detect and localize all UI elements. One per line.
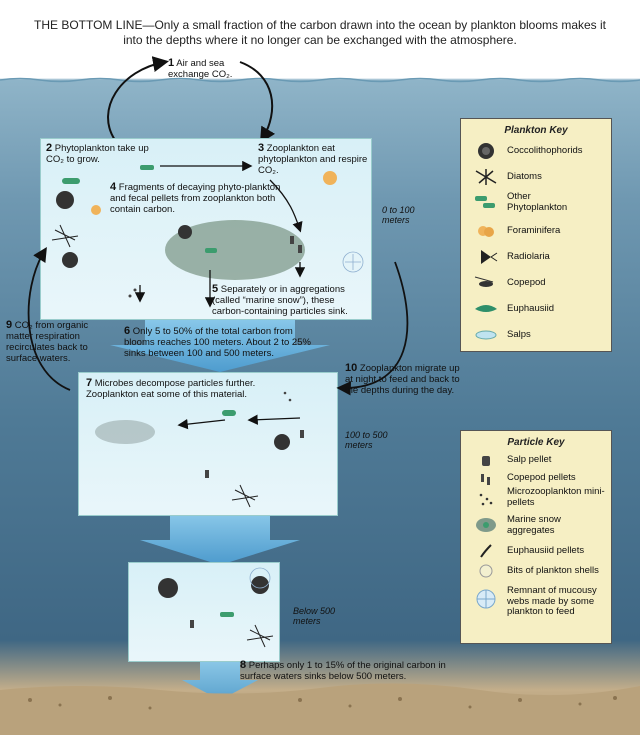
step-1-text: Air and sea exchange CO₂. (168, 58, 233, 80)
step-4-text: Fragments of decaying phyto-plankton and fecal pellets from zooplankton both contain carbon. (110, 182, 281, 215)
plankton-key-label: Diatoms (507, 171, 542, 182)
step-8-number: 8 (240, 659, 247, 671)
plankton-key-label: Foraminifera (507, 225, 561, 236)
salp-pellet-icon (473, 451, 499, 471)
step-4-number: 4 (110, 181, 117, 193)
copepod-pellets-icon (473, 469, 499, 489)
plankton-key-label: Euphausiid (507, 303, 555, 314)
step-5 (212, 284, 367, 317)
step-10-text: Zooplankton migrate up at night to feed and back to the depths during the day. (345, 363, 460, 396)
step-7 (86, 378, 256, 400)
step-7-text: Microbes decompose particles further. Zooplankton eat some of this material. (86, 378, 256, 400)
step-3 (258, 143, 370, 176)
step-7-number: 7 (86, 377, 93, 389)
plankton-key (460, 118, 612, 352)
step-10 (345, 363, 465, 396)
step-2 (46, 143, 151, 165)
step-2-number: 2 (46, 142, 53, 154)
plankton-key-label: Radiolaria (507, 251, 550, 262)
step-8-text: Perhaps only 1 to 15% of the original carbon in surface waters sinks below 500 meters. (240, 660, 446, 682)
plankton-key-label: Coccolithophorids (507, 145, 583, 156)
step-9-text: CO₂ from organic matter respiration recirculates back to surface waters. (6, 320, 89, 364)
step-6-text: Only 5 to 50% of the total carbon from blooms reaches 100 meters. About 2 to 25% sinks between 100 and 500 meters. (124, 326, 311, 359)
step-3-number: 3 (258, 142, 265, 154)
particle-key-label: Euphausiid pellets (507, 545, 585, 556)
depth-label-below-500: Below 500 meters (293, 606, 336, 626)
euphausiid-pellets-icon (473, 541, 499, 561)
mini-pellets-icon (473, 489, 499, 509)
step-6-number: 6 (124, 325, 131, 337)
step-5-text: Separately or in aggregations (called “marine snow”), these carbon-containing particles sink. (212, 284, 348, 317)
particle-key-title: Particle Key (507, 437, 565, 448)
particle-key (460, 430, 612, 644)
plankton-key-label: Copepod (507, 277, 546, 288)
step-10-number: 10 (345, 362, 358, 374)
marine-snow-mid (95, 420, 155, 444)
step-4 (110, 182, 288, 215)
plankton-key-title: Plankton Key (504, 125, 568, 136)
plankton-key-label: Salps (507, 329, 531, 340)
depth-label-0-100: 0 to 100 meters (382, 205, 415, 225)
plankton-key-label: Other Phytoplankton (507, 191, 568, 213)
step-1 (168, 58, 248, 80)
particle-key-label: Remnant of mucousy webs made by some plankton to feed (507, 585, 597, 617)
coccolithophorid-icon (473, 141, 499, 161)
particle-key-label: Marine snow aggregates (507, 514, 561, 536)
step-8 (240, 660, 450, 682)
depth-label-100-500: 100 to 500 meters (345, 430, 388, 450)
shell-bits-icon (473, 561, 499, 581)
foraminifera-icon (473, 221, 499, 241)
mucous-web-icon (473, 589, 499, 609)
copepod-icon (473, 273, 499, 293)
step-6 (124, 326, 324, 359)
particle-key-label: Microzooplankton mini-pellets (507, 486, 605, 508)
step-9 (6, 320, 106, 364)
diatom-icon (473, 167, 499, 187)
diagram-title: THE BOTTOM LINE—Only a small fraction of the carbon drawn into the ocean by plankton blooms makes it into the depths where it no longer can be exchanged with the atmosphere. (33, 18, 607, 47)
step-1-number: 1 (168, 57, 175, 69)
euphausiid-icon (473, 299, 499, 319)
particle-key-label: Salp pellet (507, 454, 552, 465)
step-2-text: Phytoplankton take up CO₂ to grow. (46, 143, 149, 165)
other-phytoplankton-icon (473, 191, 499, 211)
step-5-number: 5 (212, 283, 219, 295)
marine-snow-icon (473, 515, 499, 535)
particle-key-label: Bits of plankton shells (507, 565, 599, 576)
particle-key-label: Copepod pellets (507, 472, 576, 483)
step-9-number: 9 (6, 319, 13, 331)
radiolaria-icon (473, 247, 499, 267)
step-3-text: Zooplankton eat phytoplankton and respire CO₂. (258, 143, 368, 176)
salp-icon (473, 325, 499, 345)
